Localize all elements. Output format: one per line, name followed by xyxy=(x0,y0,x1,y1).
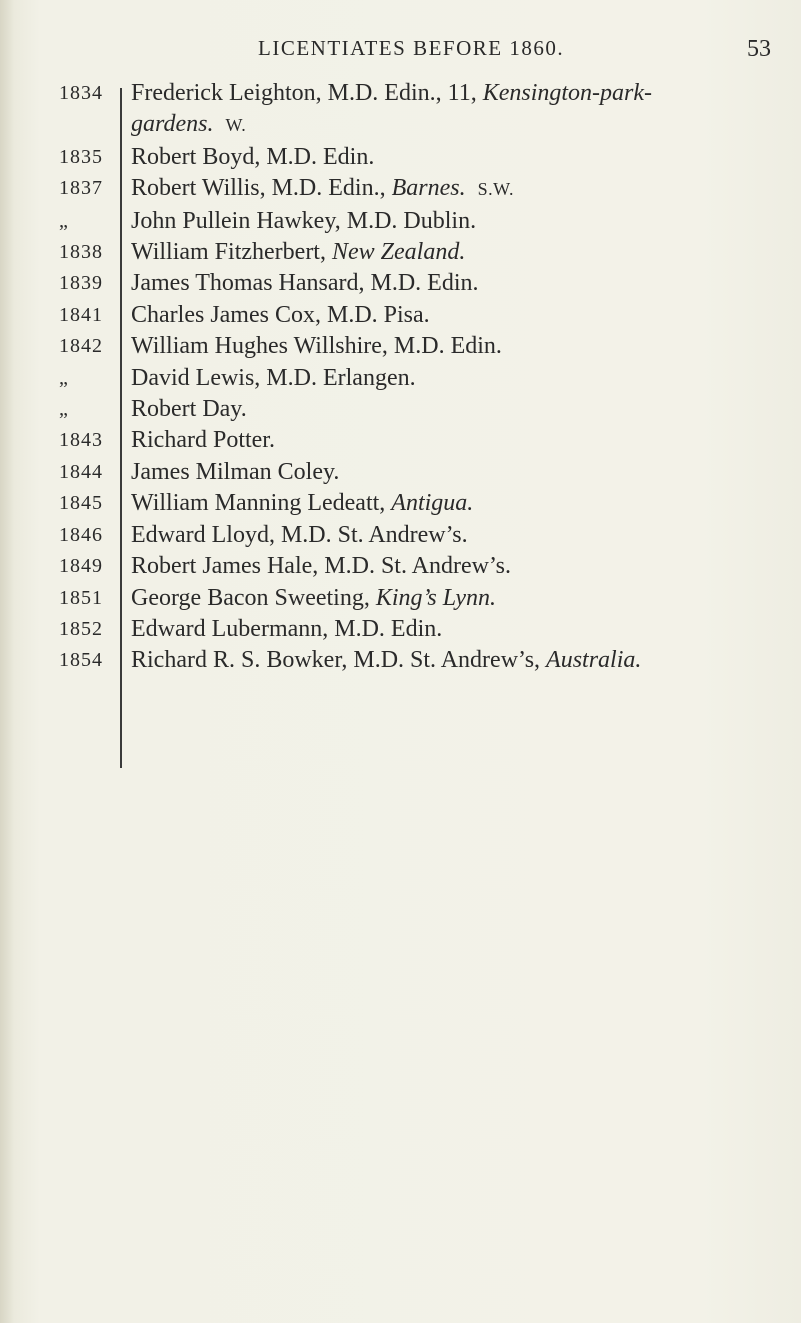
entry-year: 1852 xyxy=(59,617,103,640)
entry-year: 1854 xyxy=(59,649,103,672)
entry-year: 1837 xyxy=(59,177,103,200)
entry-district: S.W. xyxy=(477,179,514,200)
entry-text xyxy=(131,78,786,142)
entry-name: Robert Willis, M.D. Edin., xyxy=(131,175,386,202)
entry-name: James Milman Coley. xyxy=(131,458,340,485)
page-number: 53 xyxy=(747,36,771,62)
entry-location: Kensington-park- xyxy=(482,80,653,106)
entry-1837-hawkey xyxy=(0,206,801,237)
entry-text xyxy=(131,520,786,551)
entry-name: John Pullein Hawkey, M.D. Dublin. xyxy=(131,207,477,234)
entry-name: James Thomas Hansard, M.D. Edin. xyxy=(131,270,479,297)
entry-continuation xyxy=(131,109,786,141)
entry-1852-lubermann xyxy=(0,614,801,645)
entry-name: Richard Potter. xyxy=(131,427,275,454)
entry-name: William Fitzherbert, xyxy=(131,239,326,266)
entry-year: 1851 xyxy=(59,586,103,609)
entry-district: W. xyxy=(225,115,247,136)
entry-location: Australia. xyxy=(546,647,642,674)
entry-year: 1845 xyxy=(59,492,103,515)
entry-text xyxy=(131,457,786,488)
running-head xyxy=(0,36,801,66)
entry-name: Charles James Cox, M.D. Pisa. xyxy=(131,301,430,328)
entry-year-ditto: „ xyxy=(59,366,69,389)
entry-name: David Lewis, M.D. Erlangen. xyxy=(131,364,416,391)
entry-text xyxy=(131,173,786,205)
entry-text xyxy=(131,363,786,394)
entry-name: William Manning Ledeatt, xyxy=(131,490,386,517)
entry-text xyxy=(131,551,786,582)
entry-year: 1839 xyxy=(59,272,103,295)
entry-location: King’s Lynn. xyxy=(375,584,497,611)
entry-1854-bowker xyxy=(0,645,801,676)
entry-year: 1841 xyxy=(59,303,103,326)
entry-1837-willis xyxy=(0,173,801,205)
entry-1839-hansard xyxy=(0,268,801,299)
entry-year: 1835 xyxy=(59,145,103,168)
entry-name: Edward Lloyd, M.D. St. Andrew’s. xyxy=(131,521,468,548)
entry-1838-fitzherbert xyxy=(0,237,801,268)
entry-name: George Bacon Sweeting, xyxy=(131,584,370,611)
entry-location-continued: gardens. xyxy=(131,111,214,138)
entry-name: Frederick Leighton, M.D. Edin., 11, xyxy=(131,80,477,106)
entry-1842-willshire xyxy=(0,331,801,362)
entry-name: Edward Lubermann, M.D. Edin. xyxy=(131,615,443,642)
entry-text xyxy=(131,142,786,173)
entry-name: William Hughes Willshire, M.D. Edin. xyxy=(131,333,502,360)
entry-text xyxy=(131,237,786,268)
entry-text xyxy=(131,268,786,299)
licentiates-list xyxy=(0,78,801,677)
entry-1842-lewis xyxy=(0,363,801,394)
entry-year-ditto: „ xyxy=(59,209,69,232)
entry-1844-coley xyxy=(0,457,801,488)
entry-year: 1842 xyxy=(59,335,103,358)
entry-1846-lloyd xyxy=(0,520,801,551)
entry-name: Richard R. S. Bowker, M.D. St. Andrew’s, xyxy=(131,647,541,674)
entry-1835-boyd xyxy=(0,142,801,173)
entry-text xyxy=(131,331,786,362)
entry-year: 1849 xyxy=(59,555,103,578)
entry-1841-cox xyxy=(0,300,801,331)
entry-text xyxy=(131,583,786,614)
entry-year: 1846 xyxy=(59,523,103,546)
entry-name: Robert James Hale, M.D. St. Andrew’s. xyxy=(131,553,511,580)
entry-year: 1843 xyxy=(59,429,103,452)
header-title: LICENTIATES BEFORE 1860. xyxy=(258,36,565,60)
entry-text xyxy=(131,394,786,425)
entry-location: New Zealand. xyxy=(331,239,466,266)
entry-1843-potter xyxy=(0,425,801,456)
entry-text xyxy=(131,206,786,237)
entry-1834-leighton xyxy=(0,78,801,142)
entry-text xyxy=(131,614,786,645)
entry-1851-sweeting xyxy=(0,583,801,614)
entry-year: 1838 xyxy=(59,241,103,264)
entry-year-ditto: „ xyxy=(59,398,69,421)
entry-name: Robert Day. xyxy=(131,396,247,423)
entry-text xyxy=(131,645,786,676)
entry-year: 1844 xyxy=(59,460,103,483)
entry-1849-hale xyxy=(0,551,801,582)
entry-1842-day xyxy=(0,394,801,425)
entry-text xyxy=(131,488,786,519)
entry-name: Robert Boyd, M.D. Edin. xyxy=(131,143,375,170)
entry-location: Antigua. xyxy=(391,490,474,517)
entry-text xyxy=(131,300,786,331)
entry-1845-ledeatt xyxy=(0,488,801,519)
entry-year: 1834 xyxy=(59,82,103,104)
entry-text xyxy=(131,425,786,456)
entry-location: Barnes. xyxy=(391,175,466,202)
